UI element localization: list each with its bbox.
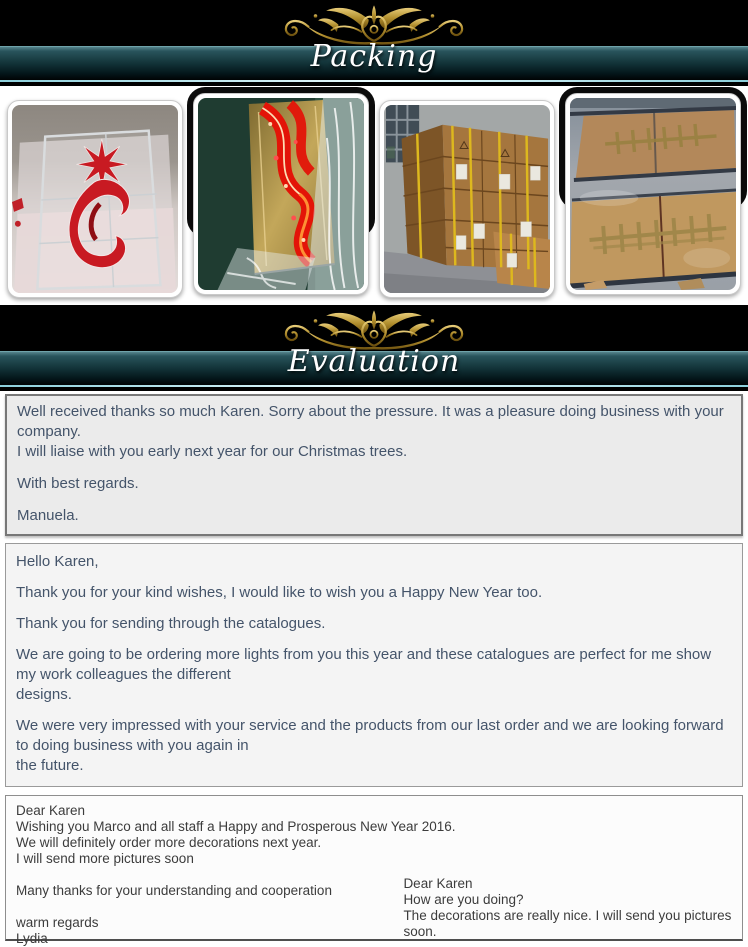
packing-photo-1: [7, 100, 183, 298]
evaluation-message-3: [5, 795, 743, 946]
message-line: [16, 603, 732, 614]
packing-photo-4: [565, 93, 741, 295]
message-line: designs.: [16, 686, 72, 703]
message-line: the future.: [16, 757, 84, 774]
message-line: Thank you for your kind wishes, I would like to wish you a Happy New Year too.: [16, 584, 543, 601]
photo-carton-stacks: [384, 105, 550, 293]
band-underline: [0, 80, 748, 82]
message-line: Lydia: [16, 931, 48, 946]
message-line: How are you doing?: [403, 892, 524, 907]
message-line: Dear Karen: [403, 876, 473, 891]
message-line: warm regards: [16, 915, 99, 930]
message-line: I will liaise with you early next year for our Christmas trees.: [17, 443, 408, 460]
message-line: Dear Karen: [16, 803, 86, 818]
message-line: We are going to be ordering more lights from you this year and these catalogues are perfect for me show my work colleagues the different: [16, 646, 712, 683]
message-3-right-column: [403, 876, 742, 940]
message-line: With best regards.: [17, 475, 139, 492]
evaluation-messages: [0, 391, 748, 946]
message-line: The decorations are really nice. I will send you pictures soon.: [403, 908, 732, 939]
message-line: [16, 705, 732, 716]
message-line: Wishing you Marco and all staff a Happy and Prosperous New Year 2016.: [16, 819, 456, 834]
photo-flat-cartons: [570, 98, 736, 290]
band-underline: [0, 385, 748, 387]
message-line: Many thanks for your understanding and cooperation: [16, 883, 332, 898]
message-line: I will send more pictures soon: [16, 851, 194, 866]
message-line: [17, 462, 731, 474]
message-line: We were very impressed with your service and the products from our last order and we are looking forward to doing business with you again in: [16, 717, 724, 754]
packing-title: Packing: [310, 39, 438, 74]
packing-banner: [0, 0, 748, 86]
evaluation-message-2: [5, 543, 743, 787]
photo-lit-motif-wrapped: [198, 98, 364, 290]
evaluation-title: Evaluation: [287, 344, 461, 379]
message-line: Thank you for sending through the catalogues.: [16, 615, 326, 632]
message-line: Manuela.: [17, 507, 79, 524]
message-line: [17, 494, 731, 506]
message-line: Well received thanks so much Karen. Sorry about the pressure. It was a pleasure doing business with your company.: [17, 403, 724, 440]
evaluation-banner: [0, 305, 748, 391]
photo-red-motif-packed: [12, 105, 178, 293]
message-line: We will definitely order more decorations next year.: [16, 835, 322, 850]
message-line: [16, 572, 732, 583]
packing-photo-2: [193, 93, 369, 295]
message-line: Hello Karen,: [16, 553, 99, 570]
evaluation-message-1: [5, 394, 743, 536]
packing-photos-row: [0, 86, 748, 305]
message-line: [16, 634, 732, 645]
packing-photo-3: [379, 100, 555, 298]
